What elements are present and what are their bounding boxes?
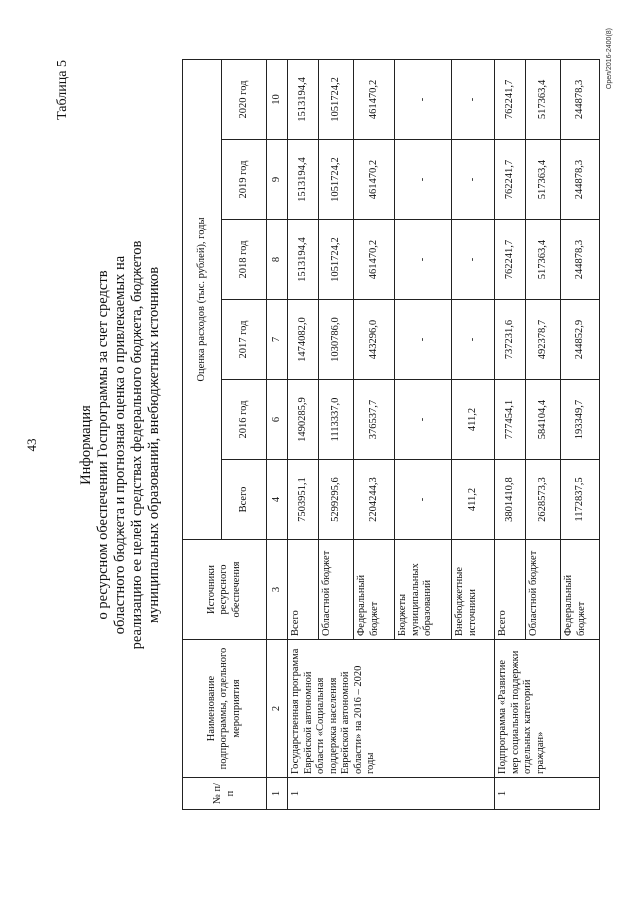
program-name: Государственная программа Еврейской автономной области «Социальная поддержка населения Еврейской автономной области» на 2016 – 2020 годы	[288, 640, 495, 778]
value-cell: 584104,4	[526, 380, 561, 460]
value-cell: 517363,4	[526, 59, 561, 139]
index-cell: 10	[267, 59, 288, 139]
table-row	[495, 59, 526, 809]
title-line: реализацию ее целей средствах федерального бюджета, бюджетов	[129, 240, 145, 650]
index-cell: 9	[267, 140, 288, 220]
header-name: Наименование подпрограммы, отдельного мероприятия	[183, 640, 267, 778]
value-cell: -	[395, 220, 452, 300]
index-cell: 8	[267, 220, 288, 300]
value-cell: 461470,2	[354, 220, 395, 300]
source-cell: Всего	[288, 540, 319, 640]
row-num: 1	[495, 778, 600, 810]
header-estimate: Оценка расходов (тыс. рублей), годы	[183, 59, 222, 539]
row-num: 1	[288, 778, 495, 810]
value-cell: -	[452, 140, 495, 220]
value-cell: 762241,7	[495, 140, 526, 220]
source-cell: Всего	[495, 540, 526, 640]
table-row	[288, 59, 319, 809]
source-cell: Областной бюджет	[526, 540, 561, 640]
value-cell: -	[395, 380, 452, 460]
header-year: 2020 год	[222, 59, 267, 139]
value-cell: 1513194,4	[288, 220, 319, 300]
value-cell: -	[395, 460, 452, 540]
page-number: 43	[24, 438, 39, 452]
header-source: Источники ресурсного обеспечения	[183, 540, 267, 640]
source-cell: Федеральный бюджет	[354, 540, 395, 640]
value-cell: 1051724,2	[319, 140, 354, 220]
value-cell: -	[452, 300, 495, 380]
value-cell: 1474082,0	[288, 300, 319, 380]
value-cell: 1513194,4	[288, 140, 319, 220]
value-cell: 244852,9	[561, 300, 600, 380]
value-cell: -	[452, 220, 495, 300]
value-cell: 1051724,2	[319, 220, 354, 300]
value-cell: 193349,7	[561, 380, 600, 460]
value-cell: 1490285,9	[288, 380, 319, 460]
value-cell: 461470,2	[354, 59, 395, 139]
value-cell: 443296,0	[354, 300, 395, 380]
index-row	[267, 59, 288, 809]
value-cell: 777454,1	[495, 380, 526, 460]
index-cell: 1	[267, 778, 288, 810]
title-line: о ресурсном обеспечении Госпрограммы за счет средств	[95, 270, 111, 620]
resource-table	[182, 59, 600, 810]
value-cell: -	[395, 300, 452, 380]
source-cell: Федеральный бюджет	[561, 540, 600, 640]
source-cell: Областной бюджет	[319, 540, 354, 640]
value-cell: -	[395, 140, 452, 220]
value-cell: -	[395, 59, 452, 139]
value-cell: 1513194,4	[288, 59, 319, 139]
header-year: 2019 год	[222, 140, 267, 220]
value-cell: 517363,4	[526, 220, 561, 300]
value-cell: 737231,6	[495, 300, 526, 380]
document-code: Орел/2016-2400(8)	[606, 28, 613, 90]
value-cell: 7503951,1	[288, 460, 319, 540]
value-cell: 762241,7	[495, 59, 526, 139]
value-cell: 244878,3	[561, 59, 600, 139]
value-cell: 1113337,0	[319, 380, 354, 460]
value-cell: 3801410,8	[495, 460, 526, 540]
value-cell: -	[452, 59, 495, 139]
value-cell: 244878,3	[561, 220, 600, 300]
value-cell: 2628573,3	[526, 460, 561, 540]
title-line: муниципальных образований, внебюджетных источников	[146, 266, 162, 624]
value-cell: 1030786,0	[319, 300, 354, 380]
index-cell: 4	[267, 460, 288, 540]
index-cell: 7	[267, 300, 288, 380]
value-cell: 411,2	[452, 460, 495, 540]
value-cell: 517363,4	[526, 140, 561, 220]
value-cell: 411,2	[452, 380, 495, 460]
value-cell: 5299295,6	[319, 460, 354, 540]
value-cell: 2204244,3	[354, 460, 395, 540]
index-cell: 3	[267, 540, 288, 640]
header-year: 2017 год	[222, 300, 267, 380]
value-cell: 461470,2	[354, 140, 395, 220]
value-cell: 762241,7	[495, 220, 526, 300]
header-year: Всего	[222, 460, 267, 540]
header-num: № п/п	[183, 778, 267, 810]
document-title	[78, 200, 163, 690]
source-cell: Внебюджетные источники	[452, 540, 495, 640]
title-line: Информация	[78, 405, 94, 485]
value-cell: 492378,7	[526, 300, 561, 380]
program-name: Подпрограмма «Развитие мер социальной поддержки отдельных категорий граждан»	[495, 640, 600, 778]
title-line: областного бюджета и прогнозная оценка о привлекаемых на	[112, 255, 128, 635]
value-cell: 376537,7	[354, 380, 395, 460]
value-cell: 1051724,2	[319, 59, 354, 139]
index-cell: 2	[267, 640, 288, 778]
value-cell: 1172837,5	[561, 460, 600, 540]
header-year: 2016 год	[222, 380, 267, 460]
index-cell: 6	[267, 380, 288, 460]
value-cell: 244878,3	[561, 140, 600, 220]
table-label: Таблица 5	[55, 60, 70, 120]
header-year: 2018 год	[222, 220, 267, 300]
source-cell: Бюджеты муниципальных образований	[395, 540, 452, 640]
